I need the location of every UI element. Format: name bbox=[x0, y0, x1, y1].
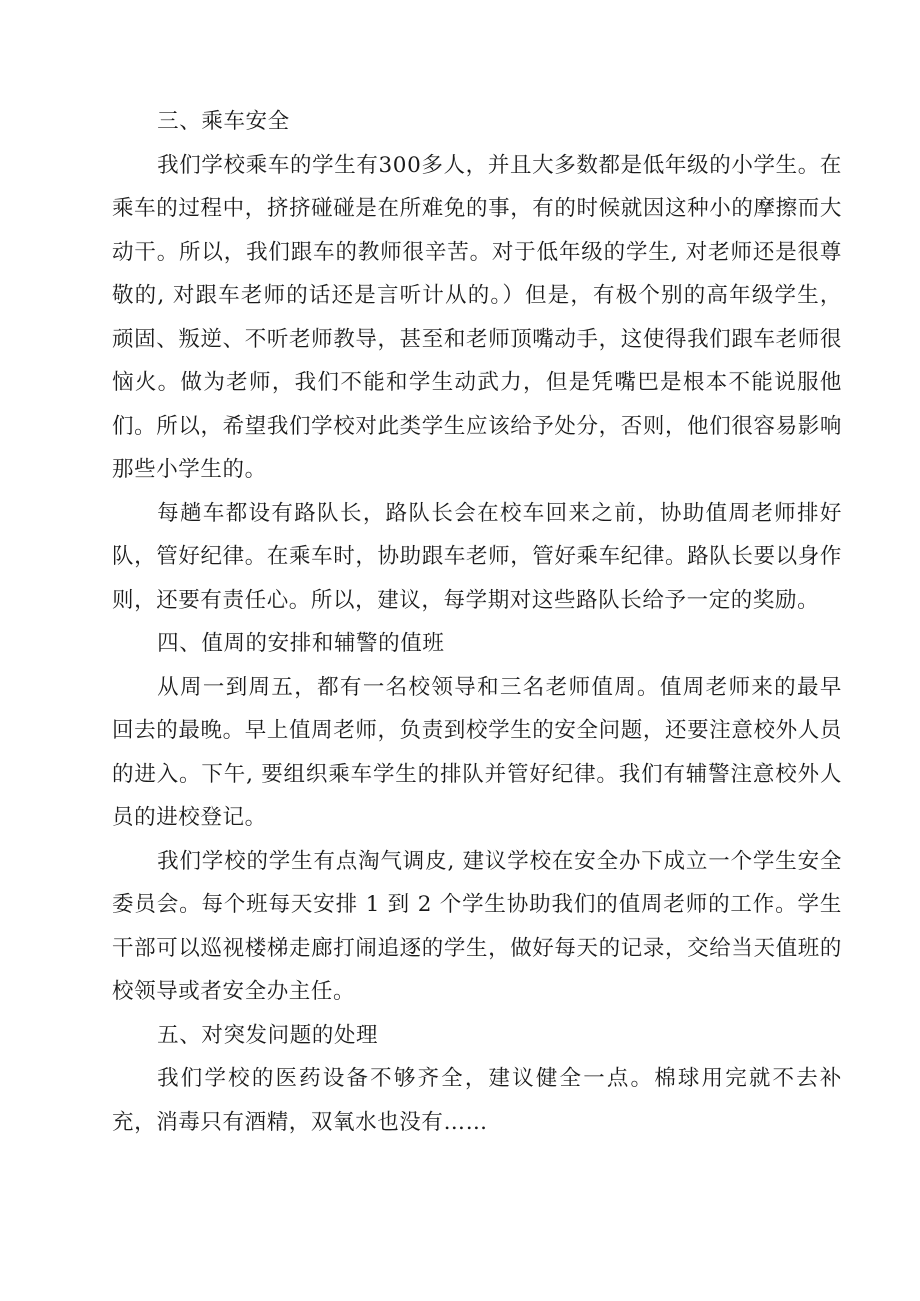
paragraph-safety-committee: 我们学校的学生有点淘气调皮, 建议学校在安全办下成立一个学生安全委员会。每个班每天安排 1 到 2 个学生协助我们的值周老师的工作。学生干部可以巡视楼梯走廊打闹追逐的学生，做好每天的记录，交给当天值班的校领导或者安全办主任。 bbox=[112, 848, 842, 1004]
section-heading-duty-schedule: 四、值周的安排和辅警的值班 bbox=[157, 631, 445, 656]
section-heading-emergency: 五、对突发问题的处理 bbox=[157, 1022, 379, 1048]
paragraph-route-leaders: 每趟车都设有路队长，路队长会在校车回来之前，协助值周老师排好队，管好纪律。在乘车时，协助跟车老师，管好乘车纪律。路队长要以身作则，还要有责任心。所以，建议，每学期对这些路队长给予一定的奖励。 bbox=[112, 500, 842, 613]
section-heading-bus-safety: 三、乘车安全 bbox=[157, 109, 290, 134]
document-body bbox=[112, 100, 842, 1144]
paragraph-medical-supplies: 我们学校的医药设备不够齐全，建议健全一点。棉球用完就不去补充，消毒只有酒精，双氧水也没有…… bbox=[112, 1066, 842, 1135]
paragraph-weekly-duty: 从周一到周五，都有一名校领导和三名老师值周。值周老师来的最早回去的最晚。早上值周老师，负责到校学生的安全问题，还要注意校外人员的进入。下午, 要组织乘车学生的排队并管好纪律。我们有辅警注意校外人员的进校登记。 bbox=[112, 674, 842, 830]
paragraph-bus-students: 我们学校乘车的学生有300多人，并且大多数都是低年级的小学生。在乘车的过程中，挤挤碰碰是在所难免的事，有的时候就因这种小的摩擦而大动干。所以，我们跟车的教师很辛苦。对于低年级的学生, 对老师还是很尊敬的, 对跟车老师的话还是言听计从的。）但是，有极个别的高年级学生，顽固、叛逆、不听老师教导，甚至和老师顶嘴动手，这使得我们跟车老师很恼火。做为老师，我们不能和学生动武力，但是凭嘴巴是根本不能说服他们。所以，希望我们学校对此类学生应该给予处分，否则，他们很容易影响那些小学生的。 bbox=[112, 152, 842, 482]
